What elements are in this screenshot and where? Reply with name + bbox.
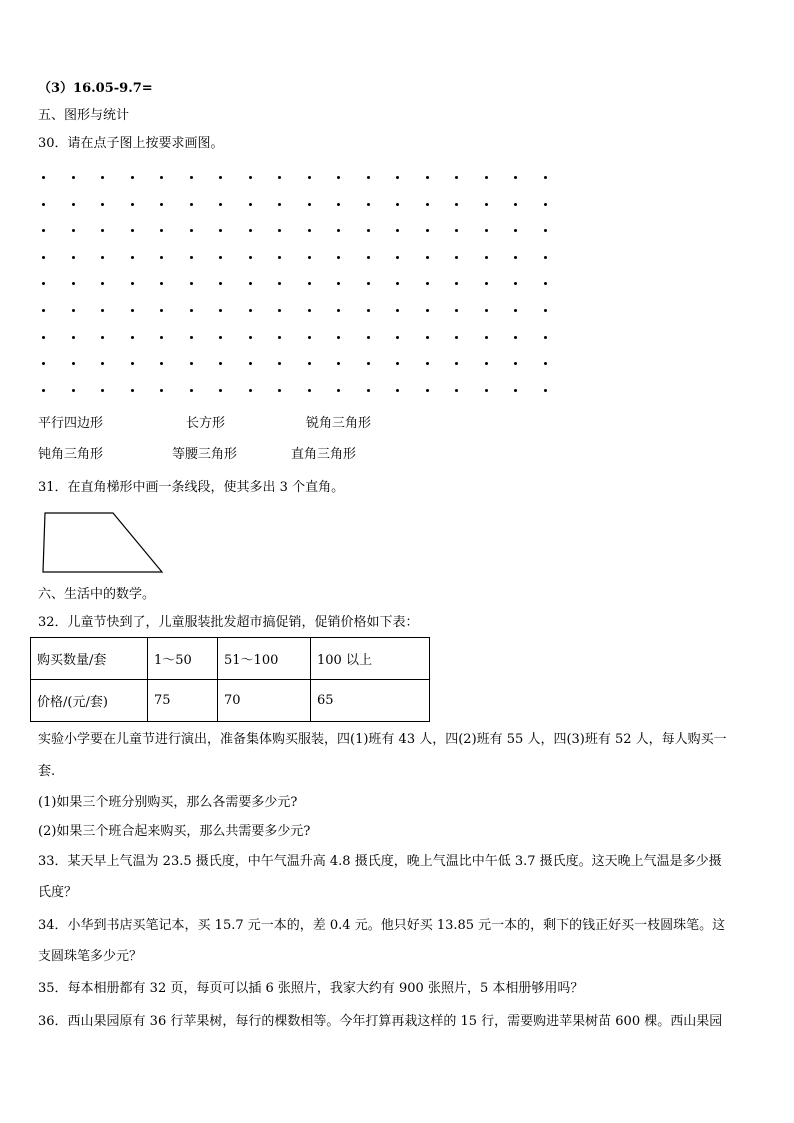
table-cell: 75: [148, 680, 218, 722]
grid-dot: [485, 256, 488, 259]
grid-dot: [485, 229, 488, 232]
grid-dot: [514, 176, 517, 179]
grid-dot: [101, 256, 104, 259]
grid-dot: [426, 309, 429, 312]
grid-dot: [219, 256, 222, 259]
grid-dot: [131, 176, 134, 179]
grid-dot: [190, 176, 193, 179]
grid-dot: [278, 176, 281, 179]
grid-dot: [249, 176, 252, 179]
grid-dot: [544, 282, 547, 285]
grid-dot: [367, 362, 370, 365]
grid-dot: [249, 336, 252, 339]
grid-dot: [337, 336, 340, 339]
grid-dot: [131, 309, 134, 312]
label-rectangle: 长方形: [186, 416, 226, 431]
grid-dot: [426, 256, 429, 259]
grid-dot: [426, 389, 429, 392]
grid-dot: [249, 282, 252, 285]
grid-dot: [485, 309, 488, 312]
grid-dot: [544, 229, 547, 232]
grid-dot: [160, 362, 163, 365]
grid-dot: [278, 336, 281, 339]
grid-dot: [396, 309, 399, 312]
grid-dot: [426, 176, 429, 179]
grid-dot: [190, 282, 193, 285]
grid-dot: [249, 362, 252, 365]
grid-dot: [42, 203, 45, 206]
grid-dot: [308, 203, 311, 206]
grid-dot: [514, 282, 517, 285]
grid-dot: [455, 229, 458, 232]
grid-dot: [190, 336, 193, 339]
grid-dot: [308, 389, 311, 392]
grid-dot: [367, 176, 370, 179]
grid-dot: [308, 282, 311, 285]
grid-dot: [249, 256, 252, 259]
grid-dot: [426, 203, 429, 206]
grid-dot: [101, 362, 104, 365]
label-obtuse-triangle: 钝角三角形: [38, 447, 104, 462]
grid-dot: [160, 229, 163, 232]
grid-dot: [42, 229, 45, 232]
question-32-body-line-1: 实验小学要在儿童节进行演出，准备集体购买服装，四(1)班有 43 人，四(2)班有 55 人，四(3)班有 52 人，每人购买一: [38, 732, 727, 747]
grid-dot: [72, 362, 75, 365]
grid-dot: [72, 309, 75, 312]
grid-dot: [367, 256, 370, 259]
grid-dot: [455, 203, 458, 206]
grid-dot: [396, 362, 399, 365]
grid-dot: [160, 282, 163, 285]
grid-dot: [160, 203, 163, 206]
grid-dot: [278, 309, 281, 312]
grid-dot: [337, 229, 340, 232]
grid-dot: [131, 256, 134, 259]
grid-dot: [308, 362, 311, 365]
question-36-line-1: 36．西山果园原有 36 行苹果树，每行的棵数相等。今年打算再栽这样的 15 行，需要购进苹果树苗 600 棵。西山果园: [38, 1014, 723, 1029]
grid-dot: [101, 309, 104, 312]
price-table: [30, 637, 430, 722]
table-cell: 1～50: [148, 638, 218, 680]
grid-dot: [72, 176, 75, 179]
grid-dot: [219, 176, 222, 179]
question-30-prompt: 30．请在点子图上按要求画图。: [38, 136, 224, 151]
grid-dot: [219, 203, 222, 206]
grid-dot: [544, 389, 547, 392]
grid-dot: [42, 256, 45, 259]
grid-dot: [396, 389, 399, 392]
question-31-prompt: 31．在直角梯形中画一条线段，使其多出 3 个直角。: [38, 480, 345, 495]
grid-dot: [72, 229, 75, 232]
grid-dot: [455, 389, 458, 392]
grid-dot: [101, 176, 104, 179]
grid-dot: [544, 309, 547, 312]
grid-dot: [396, 203, 399, 206]
grid-dot: [337, 282, 340, 285]
grid-dot: [42, 362, 45, 365]
label-parallelogram: 平行四边形: [38, 416, 104, 431]
grid-dot: [278, 256, 281, 259]
grid-dot: [514, 362, 517, 365]
grid-dot: [308, 229, 311, 232]
grid-dot: [455, 309, 458, 312]
grid-dot: [367, 282, 370, 285]
grid-dot: [367, 336, 370, 339]
grid-dot: [72, 389, 75, 392]
grid-dot: [219, 362, 222, 365]
label-isosceles-triangle: 等腰三角形: [172, 447, 238, 462]
grid-dot: [337, 362, 340, 365]
grid-dot: [426, 362, 429, 365]
question-33-line-2: 氏度？: [38, 885, 78, 900]
grid-dot: [42, 176, 45, 179]
grid-dot: [455, 282, 458, 285]
grid-dot: [219, 389, 222, 392]
grid-dot: [337, 256, 340, 259]
grid-dot: [72, 256, 75, 259]
question-32-body-line-2: 套.: [38, 764, 56, 779]
grid-dot: [190, 309, 193, 312]
grid-dot: [190, 389, 193, 392]
grid-dot: [308, 336, 311, 339]
grid-dot: [367, 229, 370, 232]
grid-dot: [278, 362, 281, 365]
grid-dot: [72, 282, 75, 285]
grid-dot: [544, 336, 547, 339]
grid-dot: [367, 203, 370, 206]
grid-dot: [190, 229, 193, 232]
grid-dot: [190, 362, 193, 365]
grid-dot: [544, 362, 547, 365]
grid-dot: [101, 336, 104, 339]
grid-dot: [131, 389, 134, 392]
grid-dot: [367, 309, 370, 312]
label-acute-triangle: 锐角三角形: [306, 416, 372, 431]
grid-dot: [396, 256, 399, 259]
grid-dot: [42, 309, 45, 312]
section-6-heading: 六、生活中的数学。: [38, 587, 156, 602]
grid-dot: [101, 203, 104, 206]
grid-dot: [131, 229, 134, 232]
grid-dot: [337, 203, 340, 206]
grid-dot: [455, 362, 458, 365]
grid-dot: [249, 229, 252, 232]
grid-dot: [485, 176, 488, 179]
grid-dot: [42, 282, 45, 285]
grid-dot: [160, 309, 163, 312]
question-32-sub-2: (2)如果三个班合起来购买，那么共需要多少元?: [38, 824, 311, 839]
grid-dot: [544, 176, 547, 179]
grid-dot: [131, 336, 134, 339]
grid-dot: [396, 282, 399, 285]
question-35: 35．每本相册都有 32 页，每页可以插 6 张照片，我家大约有 900 张照片，5 本相册够用吗？: [38, 981, 584, 996]
question-29-part-3: （3）16.05-9.7=: [38, 81, 153, 96]
grid-dot: [131, 282, 134, 285]
grid-dot: [72, 203, 75, 206]
grid-dot: [308, 309, 311, 312]
grid-dot: [278, 389, 281, 392]
grid-dot: [426, 229, 429, 232]
grid-dot: [308, 256, 311, 259]
right-trapezoid: [42, 510, 166, 576]
grid-dot: [278, 229, 281, 232]
grid-dot: [337, 309, 340, 312]
grid-dot: [278, 203, 281, 206]
table-row: [31, 680, 430, 722]
grid-dot: [485, 389, 488, 392]
label-right-triangle: 直角三角形: [291, 447, 357, 462]
grid-dot: [72, 336, 75, 339]
question-33-line-1: 33．某天早上气温为 23.5 摄氏度，中午气温升高 4.8 摄氏度，晚上气温比中午低 3.7 摄氏度。这天晚上气温是多少摄: [38, 854, 722, 869]
grid-dot: [249, 389, 252, 392]
grid-dot: [455, 176, 458, 179]
grid-dot: [160, 176, 163, 179]
grid-dot: [485, 203, 488, 206]
grid-dot: [190, 203, 193, 206]
grid-dot: [514, 229, 517, 232]
grid-dot: [160, 336, 163, 339]
section-5-heading: 五、图形与统计: [38, 108, 130, 123]
grid-dot: [514, 309, 517, 312]
question-34-line-1: 34．小华到书店买笔记本，买 15.7 元一本的，差 0.4 元。他只好买 13.85 元一本的，剩下的钱正好买一枝圆珠笔。这: [38, 918, 726, 933]
grid-dot: [219, 309, 222, 312]
table-cell: 65: [311, 680, 430, 722]
grid-dot: [485, 282, 488, 285]
grid-dot: [219, 282, 222, 285]
grid-dot: [308, 176, 311, 179]
grid-dot: [455, 256, 458, 259]
grid-dot: [396, 176, 399, 179]
grid-dot: [396, 336, 399, 339]
grid-dot: [396, 229, 399, 232]
grid-dot: [514, 256, 517, 259]
grid-dot: [249, 309, 252, 312]
grid-dot: [190, 256, 193, 259]
grid-dot: [101, 282, 104, 285]
grid-dot: [514, 203, 517, 206]
table-cell: 70: [218, 680, 311, 722]
table-cell: 100 以上: [311, 638, 430, 680]
grid-dot: [249, 203, 252, 206]
grid-dot: [426, 282, 429, 285]
grid-dot: [367, 389, 370, 392]
grid-dot: [101, 389, 104, 392]
grid-dot: [337, 176, 340, 179]
grid-dot: [455, 336, 458, 339]
grid-dot: [42, 389, 45, 392]
grid-dot: [219, 229, 222, 232]
question-32-prompt: 32．儿童节快到了，儿童服装批发超市搞促销，促销价格如下表：: [38, 615, 419, 630]
table-cell: 购买数量/套: [31, 638, 148, 680]
table-cell: 51～100: [218, 638, 311, 680]
grid-dot: [337, 389, 340, 392]
grid-dot: [485, 336, 488, 339]
grid-dot: [278, 282, 281, 285]
grid-dot: [426, 336, 429, 339]
question-34-line-2: 支圆珠笔多少元？: [38, 949, 143, 964]
grid-dot: [160, 256, 163, 259]
question-32-sub-1: (1)如果三个班分别购买，那么各需要多少元?: [38, 795, 298, 810]
grid-dot: [160, 389, 163, 392]
grid-dot: [514, 389, 517, 392]
grid-dot: [101, 229, 104, 232]
grid-dot: [131, 362, 134, 365]
grid-dot: [544, 256, 547, 259]
grid-dot: [485, 362, 488, 365]
grid-dot: [514, 336, 517, 339]
table-row: [31, 638, 430, 680]
grid-dot: [42, 336, 45, 339]
grid-dot: [131, 203, 134, 206]
table-cell: 价格/(元/套): [31, 680, 148, 722]
grid-dot: [219, 336, 222, 339]
grid-dot: [544, 203, 547, 206]
